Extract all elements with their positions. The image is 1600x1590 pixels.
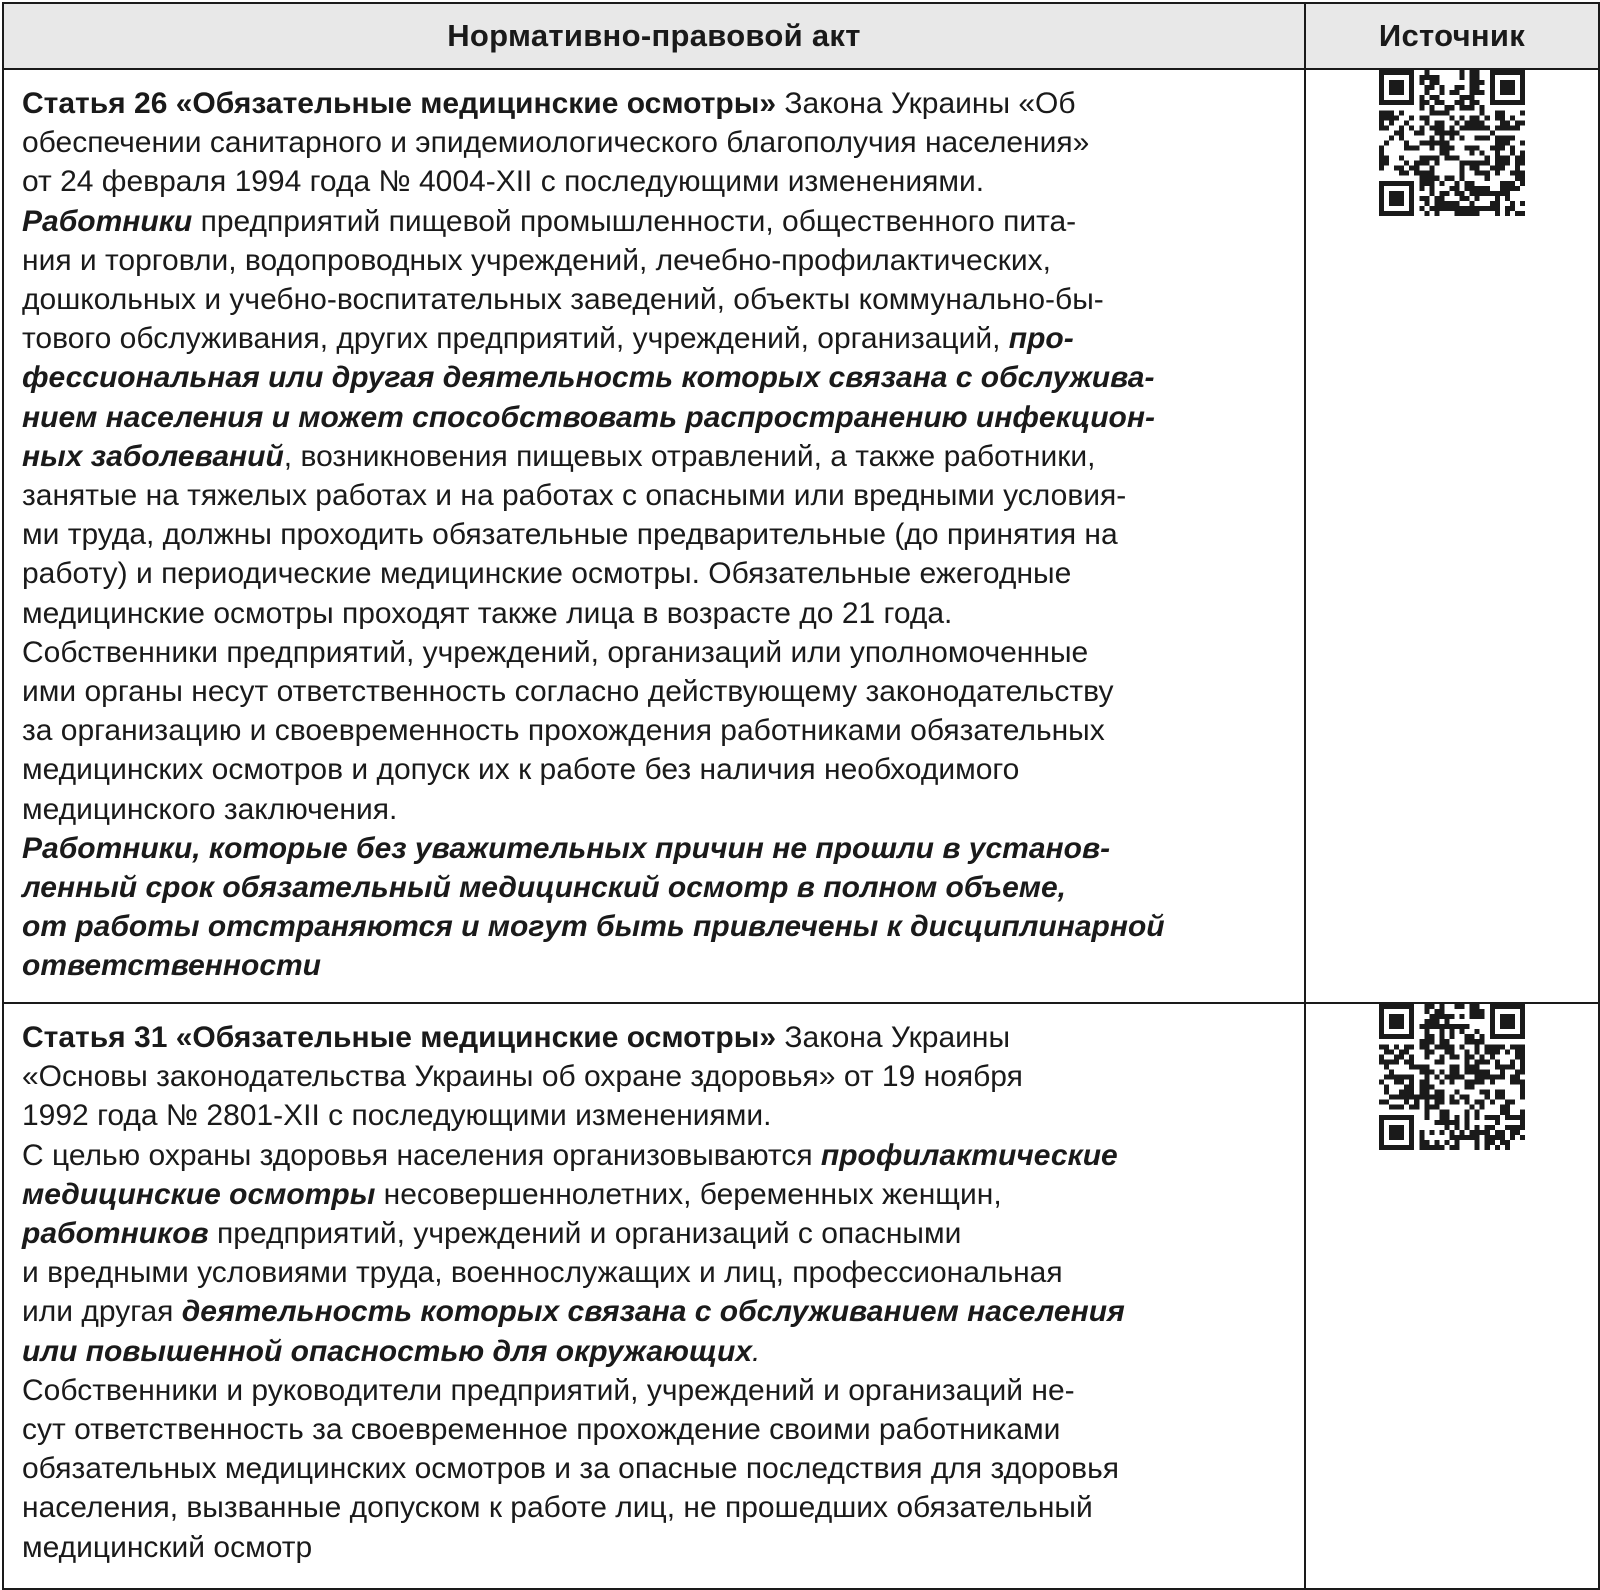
text-fragment: медицинского заключения.	[22, 792, 398, 826]
source-cell-article-26	[1305, 69, 1599, 1003]
text-fragment: Закона Украины «Об	[776, 87, 1076, 120]
text-fragment: медицинские осмотры проходят также лица в возрасте до 21 года.	[22, 596, 953, 630]
table-row	[3, 69, 1599, 1003]
article-26-final	[22, 829, 1286, 986]
text-fragment: 1992 года № 2801-XII с последующими изменениями.	[22, 1099, 772, 1133]
text-fragment: ими органы несут ответственность согласно действующему законодательству	[22, 675, 1114, 709]
emphasis-text: или повышенной опасностью для окружающих	[22, 1334, 753, 1368]
emphasis-text: ленный срок обязательный медицинский осмотр в полном объеме,	[22, 871, 1067, 905]
act-cell-article-31	[3, 1003, 1305, 1589]
article-31-purpose	[22, 1136, 1286, 1371]
text-fragment: несовершеннолетних, беременных женщин,	[375, 1177, 1002, 1211]
text-fragment: обеспечении санитарного и эпидемиологического благополучия населения»	[22, 126, 1090, 160]
emphasis-text: нием населения и может способствовать распространению инфекцион-	[22, 400, 1155, 434]
text-fragment: сут ответственность за своевременное прохождение своими работниками	[22, 1413, 1061, 1447]
emphasis-text: от работы отстраняются и могут быть привлечены к дисциплинарной	[22, 910, 1165, 944]
text-fragment: С целью охраны здоровья населения организовываются	[22, 1138, 821, 1172]
text-fragment: предприятий, учреждений и организаций с опасными	[208, 1217, 962, 1251]
article-31-intro	[22, 1018, 1286, 1136]
text-fragment: от 24 февраля 1994 года № 4004-XII с последующими изменениями.	[22, 165, 985, 199]
text-fragment: медицинский осмотр	[22, 1530, 313, 1564]
emphasis-text: Работники	[22, 204, 193, 238]
text-fragment: Закона Украины	[776, 1021, 1011, 1054]
qr-code-icon[interactable]	[1379, 70, 1525, 216]
emphasis-text: ответственности	[22, 949, 322, 983]
emphasis-text: работников	[22, 1217, 209, 1251]
emphasis-text: профилактические	[820, 1138, 1118, 1172]
text-fragment: «Основы законодательства Украины об охране здоровья» от 19 ноября	[22, 1060, 1023, 1094]
text-fragment: или другая	[22, 1295, 182, 1329]
article-26-intro	[22, 84, 1286, 202]
text-fragment: за организацию и своевременность прохождения работниками обязательных	[22, 714, 1105, 748]
text-fragment: Собственники предприятий, учреждений, организаций или уполномоченные	[22, 635, 1089, 669]
text-fragment: предприятий пищевой промышленности, общественного пита-	[192, 204, 1077, 238]
text-fragment: тового обслуживания, других предприятий, учреждений, организаций,	[22, 322, 1009, 356]
act-cell-article-26	[3, 69, 1305, 1003]
text-fragment: занятые на тяжелых работах и на работах с опасными или вредными условия-	[22, 479, 1127, 513]
article-26-owners	[22, 633, 1286, 829]
text-fragment: работу) и периодические медицинские осмотры. Обязательные ежегодные	[22, 557, 1072, 591]
table-header-row	[3, 3, 1599, 69]
text-fragment: обязательных медицинских осмотров и за опасные последствия для здоровья	[22, 1452, 1119, 1486]
text-fragment: ми труда, должны проходить обязательные предварительные (до принятия на	[22, 518, 1118, 552]
text-fragment: Собственники и руководители предприятий, учреждений и организаций не-	[22, 1373, 1075, 1407]
text-fragment: медицинских осмотров и допуск их к работе без наличия необходимого	[22, 753, 1020, 787]
emphasis-text: медицинские осмотры	[22, 1177, 376, 1211]
emphasis-text: фессиональная или другая деятельность которых связана с обслужива-	[22, 361, 1155, 395]
article-title: Статья 31 «Обязательные медицинские осмотры»	[22, 1021, 777, 1054]
table-row	[3, 1003, 1599, 1589]
text-fragment: дошкольных и учебно-воспитательных заведений, объекты коммунально-бы-	[22, 283, 1104, 317]
text-fragment: ния и торговли, водопроводных учреждений, лечебно-профилактических,	[22, 243, 1051, 277]
emphasis-text: ных заболеваний	[22, 439, 284, 473]
qr-code-icon[interactable]	[1379, 1004, 1525, 1150]
header-act: Нормативно-правовой акт	[3, 3, 1305, 69]
source-cell-article-31	[1305, 1003, 1599, 1589]
article-26-workers	[22, 202, 1286, 633]
article-title: Статья 26 «Обязательные медицинские осмотры»	[22, 87, 777, 120]
text-fragment: населения, вызванные допуском к работе лиц, не прошедших обязательный	[22, 1491, 1093, 1525]
text-fragment: , возникновения пищевых отравлений, а также работники,	[283, 439, 1096, 473]
text-fragment: .	[752, 1334, 761, 1368]
emphasis-text: про-	[1008, 322, 1074, 356]
text-fragment: и вредными условиями труда, военнослужащих и лиц, профессиональная	[22, 1256, 1063, 1290]
article-31-owners	[22, 1371, 1286, 1567]
emphasis-text: Работники, которые без уважительных причин не прошли в установ-	[22, 831, 1111, 865]
header-source: Источник	[1305, 3, 1599, 69]
emphasis-text: деятельность которых связана с обслуживанием населения	[181, 1295, 1125, 1329]
legal-acts-table	[2, 2, 1600, 1590]
